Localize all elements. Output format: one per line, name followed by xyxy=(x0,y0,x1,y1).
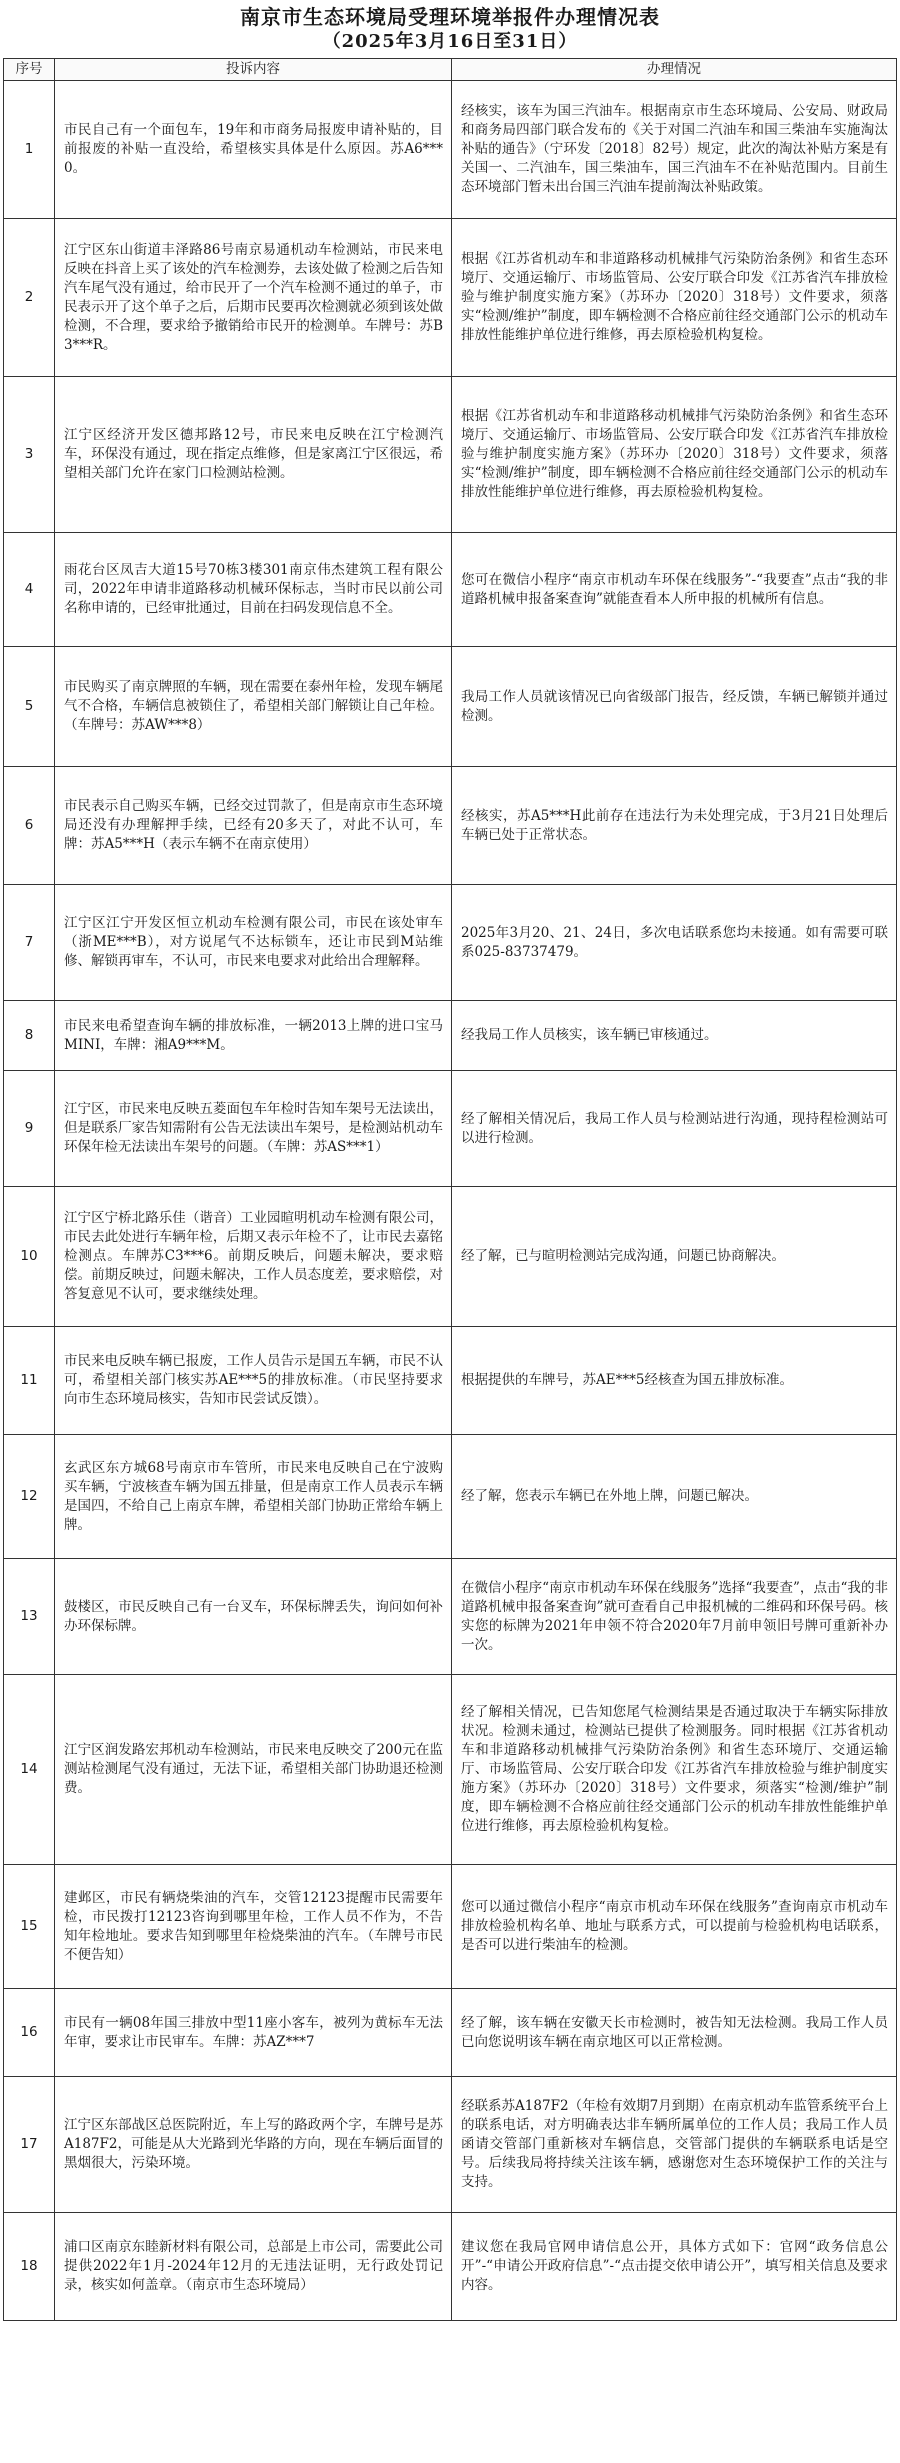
column-header-number: 序号 xyxy=(4,59,55,81)
row-number: 7 xyxy=(4,885,55,1001)
complaint-cell: 建邺区，市民有辆烧柴油的汽车，交管12123提醒市民需要年检，市民拨打12123咨询到哪里年检，工作人员不作为，不告知年检地址。要求告知到哪里年检烧柴油的汽车。（车牌号市民不便告知） xyxy=(55,1865,452,1989)
result-cell: 2025年3月20、21、24日，多次电话联系您均未接通。如有需要可联系025-83737479。 xyxy=(452,885,897,1001)
complaint-cell: 市民来电反映车辆已报废，工作人员告示是国五车辆，市民不认可，希望相关部门核实苏AE***5的排放标准。（市民坚持要求向市生态环境局核实，告知市民尝试反馈）。 xyxy=(55,1327,452,1435)
complaint-cell: 江宁区宁桥北路乐佳（谐音）工业园暄明机动车检测有限公司，市民去此处进行车辆年检，后期又表示年检不了，让市民去嘉铭检测点。车牌苏C3***6。前期反映后，问题未解决，要求赔偿。前期反映过，问题未解决，工作人员态度差，要求赔偿，对答复意见不认可，要求继续处理。 xyxy=(55,1187,452,1327)
column-header-result: 办理情况 xyxy=(452,59,897,81)
row-number: 3 xyxy=(4,377,55,533)
result-cell: 经联系苏A187F2（年检有效期7月到期）在南京机动车监管系统平台上的联系电话，对方明确表达非车辆所属单位的工作人员；我局工作人员函请交管部门重新核对车辆信息，交管部门提供的车辆联系电话是空号。后续我局将持续关注该车辆，感谢您对生态环境保护工作的关注与支持。 xyxy=(452,2077,897,2213)
complaint-cell: 雨花台区凤吉大道15号70栋3楼301南京伟杰建筑工程有限公司，2022年申请非道路移动机械环保标志，当时市民以前公司名称申请的，已经审批通过，目前在扫码发现信息不全。 xyxy=(55,533,452,647)
complaint-cell: 江宁区东山街道丰泽路86号南京易通机动车检测站，市民来电反映在抖音上买了该处的汽车检测券，去该处做了检测之后告知汽车尾气没有通过，给市民开了一个汽车检测不通过的单子，市民表示开了这个单子之后，后期市民要再次检测就必须到该处做检测，不合理，要求给予撤销给市民开的检测单。车牌号：苏B3***R。 xyxy=(55,219,452,377)
complaint-cell: 市民有一辆08年国三排放中型11座小客车，被列为黄标车无法年审，要求让市民审车。车牌：苏AZ***7 xyxy=(55,1989,452,2077)
result-cell: 您可在微信小程序“南京市机动车环保在线服务”-“我要查”点击“我的非道路机械申报备案查询”就能查看本人所申报的机械所有信息。 xyxy=(452,533,897,647)
result-cell: 经了解相关情况，已告知您尾气检测结果是否通过取决于车辆实际排放状况。检测未通过，检测站已提供了检测服务。同时根据《江苏省机动车和非道路移动机械排气污染防治条例》和省生态环境厅、交通运输厅、市场监管局、公安厅联合印发《江苏省汽车排放检验与维护制度实施方案》（苏环办〔2020〕318号）文件要求，须落实“检测/维护”制度，即车辆检测不合格应前往经交通部门公示的机动车排放性能维护单位进行维修，再去原检验机构复检。 xyxy=(452,1675,897,1865)
row-number: 5 xyxy=(4,647,55,767)
table-row xyxy=(4,533,897,647)
result-cell: 经了解，该车辆在安徽天长市检测时，被告知无法检测。我局工作人员已向您说明该车辆在南京地区可以正常检测。 xyxy=(452,1989,897,2077)
row-number: 1 xyxy=(4,81,55,219)
row-number: 15 xyxy=(4,1865,55,1989)
complaint-cell: 鼓楼区，市民反映自己有一台叉车，环保标牌丢失，询问如何补办环保标牌。 xyxy=(55,1559,452,1675)
table-row xyxy=(4,2077,897,2213)
table-row xyxy=(4,377,897,533)
complaint-cell: 江宁区东部战区总医院附近，车上写的路政两个字，车牌号是苏A187F2，可能是从大光路到光华路的方向，现在车辆后面冒的黑烟很大，污染环境。 xyxy=(55,2077,452,2213)
table-row xyxy=(4,1435,897,1559)
complaint-cell: 浦口区南京东睦新材料有限公司，总部是上市公司，需要此公司提供2022年1月-2024年12月的无违法证明，无行政处罚记录，核实如何盖章。（南京市生态环境局） xyxy=(55,2213,452,2321)
row-number: 6 xyxy=(4,767,55,885)
row-number: 14 xyxy=(4,1675,55,1865)
table-row xyxy=(4,1327,897,1435)
table-row xyxy=(4,81,897,219)
complaint-cell: 江宁区，市民来电反映五菱面包车年检时告知车架号无法读出，但是联系厂家告知需附有公告无法读出车架号，是检测站机动车环保年检无法读出车架号的问题。（车牌：苏AS***1） xyxy=(55,1071,452,1187)
row-number: 16 xyxy=(4,1989,55,2077)
result-cell: 经核实，该车为国三汽油车。根据南京市生态环境局、公安局、财政局和商务局四部门联合发布的《关于对国二汽油车和国三柴油车实施淘汰补贴的通告》（宁环发〔2018〕82号）规定，此次的淘汰补贴方案是有关国一、二汽油车，国三柴油车，国三汽油车不在补贴范围内。目前生态环境部门暂未出台国三汽油车提前淘汰补贴政策。 xyxy=(452,81,897,219)
table-row xyxy=(4,885,897,1001)
table-row xyxy=(4,1071,897,1187)
table-row xyxy=(4,2213,897,2321)
report-table xyxy=(3,58,897,2321)
complaint-cell: 江宁区江宁开发区恒立机动车检测有限公司，市民在该处审车（浙ME***B），对方说尾气不达标锁车，还让市民到M站维修、解锁再审车，不认可，市民来电要求对此给出合理解释。 xyxy=(55,885,452,1001)
complaint-cell: 市民自己有一个面包车，19年和市商务局报废申请补贴的，目前报废的补贴一直没给，希望核实具体是什么原因。苏A6***0。 xyxy=(55,81,452,219)
table-row xyxy=(4,1001,897,1071)
complaint-cell: 市民来电希望查询车辆的排放标准，一辆2013上牌的进口宝马MINI，车牌：湘A9***M。 xyxy=(55,1001,452,1071)
result-cell: 经了解，您表示车辆已在外地上牌，问题已解决。 xyxy=(452,1435,897,1559)
row-number: 9 xyxy=(4,1071,55,1187)
result-cell: 建议您在我局官网申请信息公开，具体方式如下：官网“政务信息公开”-“申请公开政府信息”-“点击提交依申请公开”，填写相关信息及要求内容。 xyxy=(452,2213,897,2321)
table-row xyxy=(4,1559,897,1675)
table-row xyxy=(4,1865,897,1989)
row-number: 10 xyxy=(4,1187,55,1327)
complaint-cell: 市民表示自己购买车辆，已经交过罚款了，但是南京市生态环境局还没有办理解押手续，已经有20多天了，对此不认可，车牌：苏A5***H（表示车辆不在南京使用） xyxy=(55,767,452,885)
result-cell: 根据《江苏省机动车和非道路移动机械排气污染防治条例》和省生态环境厅、交通运输厅、市场监管局、公安厅联合印发《江苏省汽车排放检验与维护制度实施方案》（苏环办〔2020〕318号）文件要求，须落实“检测/维护”制度，即车辆检测不合格应前往经交通部门公示的机动车排放性能维护单位进行维修，再去原检验机构复检。 xyxy=(452,377,897,533)
table-row xyxy=(4,219,897,377)
complaint-cell: 玄武区东方城68号南京市车管所，市民来电反映自己在宁波购买车辆，宁波核查车辆为国五排量，但是南京工作人员表示车辆是国四，不给自己上南京车牌，希望相关部门协助正常给车辆上牌。 xyxy=(55,1435,452,1559)
row-number: 11 xyxy=(4,1327,55,1435)
complaint-cell: 江宁区经济开发区德邦路12号，市民来电反映在江宁检测汽车，环保没有通过，现在指定点维修，但是家离江宁区很远，希望相关部门允许在家门口检测站检测。 xyxy=(55,377,452,533)
row-number: 4 xyxy=(4,533,55,647)
complaint-cell: 江宁区润发路宏邦机动车检测站，市民来电反映交了200元在监测站检测尾气没有通过，无法下证，希望相关部门协助退还检测费。 xyxy=(55,1675,452,1865)
result-cell: 根据《江苏省机动车和非道路移动机械排气污染防治条例》和省生态环境厅、交通运输厅、市场监管局、公安厅联合印发《江苏省汽车排放检验与维护制度实施方案》（苏环办〔2020〕318号）文件要求，须落实“检测/维护”制度，即车辆检测不合格应前往经交通部门公示的机动车排放性能维护单位进行维修，再去原检验机构复检。 xyxy=(452,219,897,377)
result-cell: 经我局工作人员核实，该车辆已审核通过。 xyxy=(452,1001,897,1071)
row-number: 18 xyxy=(4,2213,55,2321)
document-date-range: （2025年3月16日至31日） xyxy=(322,31,578,52)
row-number: 17 xyxy=(4,2077,55,2213)
document-title: 南京市生态环境局受理环境举报件办理情况表 xyxy=(240,5,660,29)
table-row xyxy=(4,1675,897,1865)
result-cell: 经核实，苏A5***H此前存在违法行为未处理完成，于3月21日处理后车辆已处于正常状态。 xyxy=(452,767,897,885)
result-cell: 根据提供的车牌号，苏AE***5经核查为国五排放标准。 xyxy=(452,1327,897,1435)
row-number: 8 xyxy=(4,1001,55,1071)
row-number: 2 xyxy=(4,219,55,377)
document-header xyxy=(0,0,900,58)
table-row xyxy=(4,647,897,767)
complaint-cell: 市民购买了南京牌照的车辆，现在需要在泰州年检，发现车辆尾气不合格，车辆信息被锁住了，希望相关部门解锁让自己年检。（车牌号：苏AW***8） xyxy=(55,647,452,767)
table-row xyxy=(4,767,897,885)
table-row xyxy=(4,1989,897,2077)
result-cell: 经了解，已与暄明检测站完成沟通，问题已协商解决。 xyxy=(452,1187,897,1327)
row-number: 13 xyxy=(4,1559,55,1675)
result-cell: 我局工作人员就该情况已向省级部门报告，经反馈，车辆已解锁并通过检测。 xyxy=(452,647,897,767)
column-header-complaint: 投诉内容 xyxy=(55,59,452,81)
result-cell: 您可以通过微信小程序“南京市机动车环保在线服务”查询南京市机动车排放检验机构名单、地址与联系方式，可以提前与检验机构电话联系，是否可以进行柴油车的检测。 xyxy=(452,1865,897,1989)
result-cell: 经了解相关情况后，我局工作人员与检测站进行沟通，现持程检测站可以进行检测。 xyxy=(452,1071,897,1187)
row-number: 12 xyxy=(4,1435,55,1559)
result-cell: 在微信小程序“南京市机动车环保在线服务”选择“我要查”，点击“我的非道路机械申报备案查询”就可查看自己申报机械的二维码和环保号码。核实您的标牌为2021年申领不符合2020年7月前申领旧号牌可重新补办一次。 xyxy=(452,1559,897,1675)
table-header-row xyxy=(4,59,897,81)
table-row xyxy=(4,1187,897,1327)
